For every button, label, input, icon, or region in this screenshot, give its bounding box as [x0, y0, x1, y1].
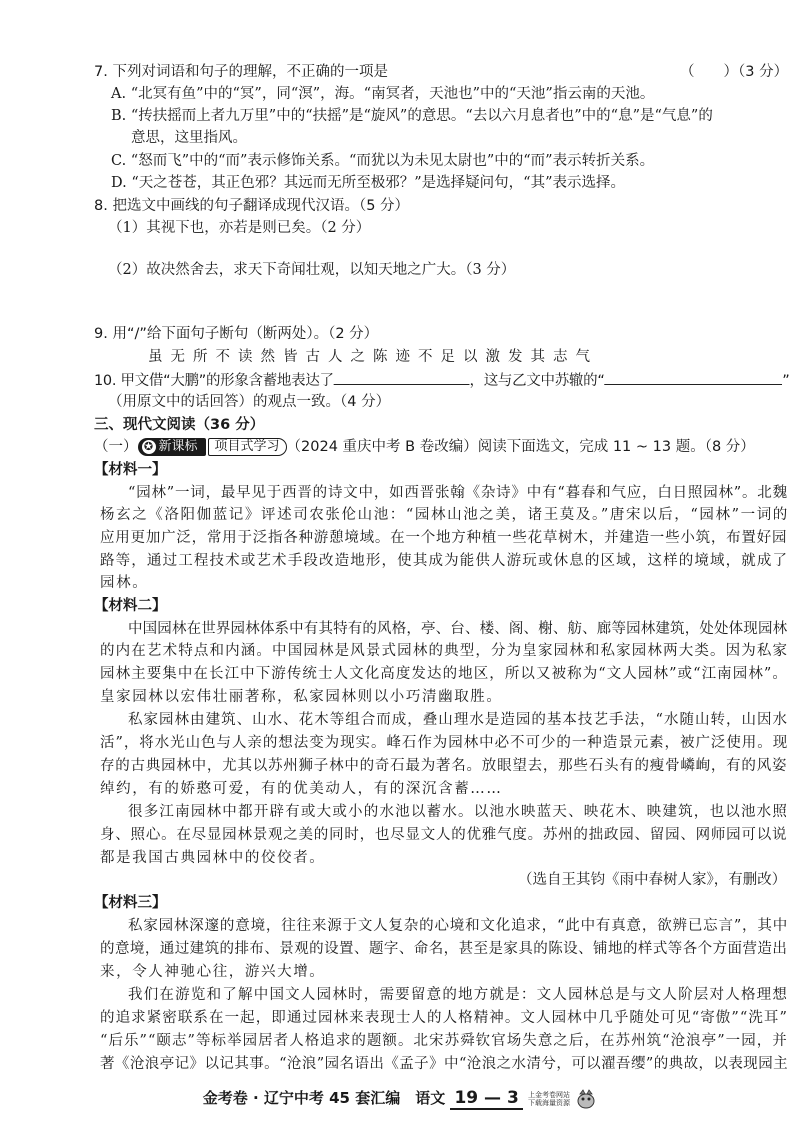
m2-line: 私家园林由建筑、山水、花木等组合而成，叠山理水是造园的基本技艺手法，“水随山转，山因水 [128, 712, 789, 728]
m3-line: 我们在游览和了解中国文人园林时，需要留意的地方就是：文人园林总是与文人阶层对人格理想 [128, 987, 789, 1003]
material-2-title: 【材料二】 [94, 598, 167, 614]
footer-small-text: 上金考卷网站 下载海量资源 [528, 1090, 571, 1107]
m2-line: 中国园林在世界园林体系中有其特有的风格，亭、台、楼、阁、榭、舫、廊等园林建筑，处处体现园林 [128, 621, 788, 637]
m1-line: 应用更加广泛，常用于泛指各种游憩境域。在一个地方种植一些花草树木，并建造一些小筑，布置好园 [100, 530, 788, 546]
q7-option-b: B. “抟扶摇而上者九万里”中的“扶摇”是“旋风”的意思。“去以六月息者也”中的“息”是“气息”的 [111, 108, 713, 124]
section-title: 三、现代文阅读（36 分） [94, 417, 265, 433]
q9-sentence: 虽无所不读然皆古人之陈迹不足以激发其志气 [148, 349, 598, 365]
star-icon: ✪ [142, 440, 156, 454]
m3-line: 的意境，通过建筑的排布、景观的设置、题字、命名，甚至是家具的陈设、铺地的样式等各个方面营造出 [100, 941, 788, 957]
m3-line: 著《沧浪亭记》以记其事。“沧浪”园名语出《孟子》中“沧浪之水清兮，可以濯吾缨”的典故，以表现园主 [100, 1056, 789, 1072]
m2-line: 都是我国古典园林中的佼佼者。 [100, 850, 326, 866]
m1-line: 杨玄之《洛阳伽蓝记》评述司农张伦山池：“园林山池之美，诸王莫及。”唐宋以后，“园林”一词的 [100, 507, 789, 523]
m2-line: 活”，将水光山色与人亲的想法变为现实。峰石作为园林中必不可少的一种造景元素，被广泛使用。现 [100, 735, 789, 751]
project-learning-badge: 项目式学习 [208, 438, 287, 456]
material-3-title: 【材料三】 [94, 895, 167, 911]
q7-option-b-cont: 意思，这里指风。 [131, 130, 247, 146]
q10-line1: 10. 甲文借“大鹏”的形象含蓄地表达了 ，这与乙文中苏辙的“ ” [94, 370, 790, 391]
q10-blank-2[interactable] [605, 370, 783, 385]
q8-sentence-1: （1）其视下也，亦若是则已矣。（2 分） [108, 220, 371, 236]
m1-line: 园林。 [100, 575, 149, 591]
m2-line: 很多江南园林中都开辟有或大或小的水池以蓄水。以池水映蓝天、映花木、映建筑，也以池水照 [128, 804, 789, 820]
page-footer [0, 1087, 800, 1110]
m3-line: 的追求紧密联系在一起，即通过园林来表现士人的人格精神。文人园林中几乎随处可见“寄傲”“洗耳” [100, 1010, 788, 1026]
material-1-title: 【材料一】 [94, 462, 167, 478]
q7-score: （ ）（3 分） [680, 64, 789, 80]
new-curriculum-badge: ✪ 新课标 [138, 438, 206, 456]
m1-line: 路等，通过工程技术或艺术手段改造地形，使其成为能供人游玩或休息的区域，这样的境域，就成了 [100, 553, 789, 569]
m3-line: 来，令人神驰心往，游兴大增。 [100, 964, 326, 980]
part1-header: （一） ✪ 新课标 项目式学习 （2024 重庆中考 B 卷改编）阅读下面选文，完成 11 ~ 13 题。（8 分） [94, 439, 755, 455]
q7-option-d: D. “天之苍苍，其正色邪？其远而无所至极邪？”是选择疑问句，“其”表示选择。 [111, 175, 625, 191]
m2-line: 园林主要集中在长江中下游传统士人文化高度发达的地区，所以又被称为“文人园林”或“江南园林”。 [100, 666, 788, 682]
page-number: 19 — 3 [450, 1088, 522, 1110]
m2-line: 绰约，有的娇憨可爱，有的优美动人，有的深沉含蓄…… [100, 781, 503, 797]
m3-line: 私家园林深邃的意境，往往来源于文人复杂的心境和文化追求，“此中有真意，欲辨已忘言”，其中 [128, 918, 789, 934]
mascot-icon [575, 1088, 597, 1110]
q8-sentence-2: （2）故决然舍去，求天下奇闻壮观，以知天地之广大。（3 分） [108, 262, 516, 278]
q7-option-a: A. “北冥有鱼”中的“冥”，同“溟”，海。“南冥者，天池也”中的“天池”指云南的天池。 [111, 86, 655, 102]
m3-line: “后乐”“颐志”等标举园居者人格追求的题额。北宋苏舜钦官场失意之后，在苏州筑“沧浪亭”一园，并 [100, 1033, 788, 1049]
q8-stem: 8. 把选文中画线的句子翻译成现代汉语。（5 分） [94, 198, 410, 214]
m2-line: 皇家园林以宏伟壮丽著称，私家园林则以小巧清幽取胜。 [100, 689, 503, 705]
m2-line: 的内在艺术特点和内涵。中国园林是风景式园林的典型，分为皇家园林和私家园林两大类。因为私家 [100, 643, 789, 659]
m2-line: 存的古典园林中，尤其以苏州狮子林中的奇石最为著名。放眼望去，那些石头有的瘦骨嶙峋，有的风姿 [100, 758, 788, 774]
q9-stem: 9. 用“/”给下面句子断句（断两处）。（2 分） [94, 326, 379, 342]
q10-line2: （用原文中的话回答）的观点一致。（4 分） [108, 394, 391, 410]
m1-line: “园林”一词，最早见于西晋的诗文中，如西晋张翰《杂诗》中有“暮春和气应，白日照园林”。北魏 [128, 485, 788, 501]
m2-source: （选自王其钧《雨中春树人家》，有删改） [518, 872, 787, 888]
q10-blank-1[interactable] [334, 370, 470, 385]
footer-title: 金考卷 · 辽宁中考 45 套汇编 语文 [202, 1089, 446, 1107]
q7-stem: 7. 下列对词语和句子的理解，不正确的一项是 [94, 64, 388, 80]
q7-option-c: C. “怒而飞”中的“而”表示修饰关系。“而犹以为未见太尉也”中的“而”表示转折关系。 [111, 153, 655, 169]
m2-line: 身、照心。在尽显园林景观之美的同时，也尽显文人的优雅气度。苏州的拙政园、留园、网师园可以说 [100, 827, 788, 843]
